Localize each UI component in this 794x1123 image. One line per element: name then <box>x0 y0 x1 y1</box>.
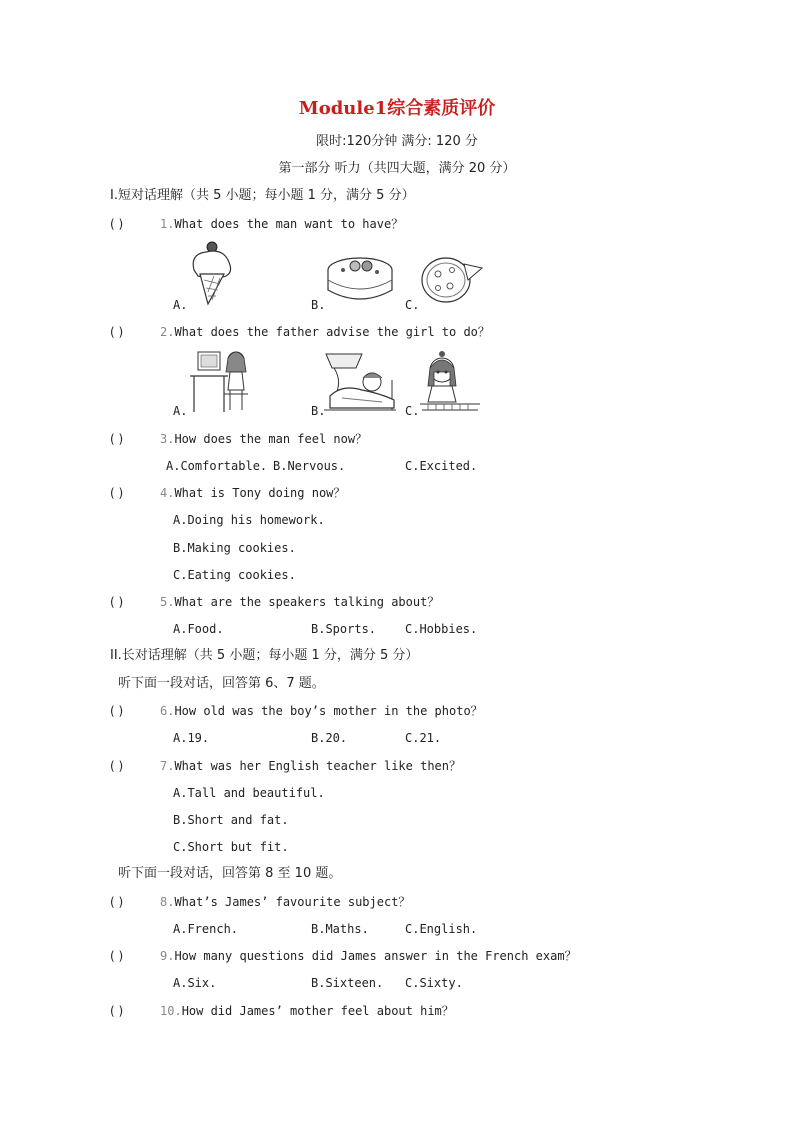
question-text: How does the man feel now？ <box>174 432 368 446</box>
question-6 <box>160 703 483 719</box>
cake-image <box>325 254 395 306</box>
question-text: How old was the boy’s mother in the photo？ <box>174 704 483 718</box>
option-c: C.Short but fit. <box>173 840 289 854</box>
question-9 <box>160 948 577 964</box>
option-a: A.Doing his homework. <box>173 513 325 527</box>
answer-blank[interactable]: ( ) <box>110 595 124 609</box>
pizza-image <box>420 254 484 304</box>
question-10 <box>160 1003 454 1019</box>
answer-blank[interactable]: ( ) <box>110 432 124 446</box>
option-b: B.Making cookies. <box>173 541 296 555</box>
option-a: A.Food. <box>173 622 224 636</box>
answer-blank[interactable]: ( ) <box>110 325 124 339</box>
option-a: A.19. <box>173 731 210 745</box>
answer-blank[interactable]: ( ) <box>110 217 124 231</box>
question-5 <box>160 594 439 610</box>
option-b: B.Sixteen. <box>311 976 384 990</box>
question-number: 4. <box>160 486 175 500</box>
option-b: B. <box>311 298 326 312</box>
question-text: What’s James’ favourite subject？ <box>174 895 411 909</box>
question-4 <box>160 485 345 501</box>
question-text: How did James’ mother feel about him？ <box>181 1004 454 1018</box>
answer-blank[interactable]: ( ) <box>110 895 124 909</box>
answer-blank[interactable]: ( ) <box>110 1004 124 1018</box>
question-text: What does the father advise the girl to do？ <box>174 325 490 339</box>
option-a: A. <box>173 298 188 312</box>
option-b: B.Nervous. <box>273 459 346 473</box>
section1-heading: I.短对话理解（共 5 小题；每小题 1 分，满分 5 分） <box>110 188 415 203</box>
question-number: 9. <box>160 949 175 963</box>
girl-playing-piano-image <box>420 350 480 414</box>
option-a: A. <box>173 404 188 418</box>
exam-meta: 限时:120分钟 满分: 120 分 <box>316 134 478 149</box>
question-text: What are the speakers talking about？ <box>174 595 440 609</box>
option-c: C.Eating cookies. <box>173 568 296 582</box>
question-number: 2. <box>160 325 175 339</box>
question-number: 3. <box>160 432 175 446</box>
question-text: What is Tony doing now？ <box>174 486 346 500</box>
question-text: What was her English teacher like then？ <box>174 759 461 773</box>
option-c: C.Excited. <box>405 459 478 473</box>
option-c: C. <box>405 404 420 418</box>
question-7 <box>160 758 461 774</box>
girl-sleeping-image <box>322 350 398 414</box>
answer-blank[interactable]: ( ) <box>110 949 124 963</box>
answer-blank[interactable]: ( ) <box>110 704 124 718</box>
section2-heading: II.长对话理解（共 5 小题；每小题 1 分，满分 5 分） <box>110 648 419 663</box>
question-number: 10. <box>160 1004 182 1018</box>
question-text: How many questions did James answer in the French exam？ <box>174 949 577 963</box>
question-number: 7. <box>160 759 175 773</box>
option-b: B.Sports. <box>311 622 377 636</box>
dialogue-intro-1: 听下面一段对话，回答第 6、7 题。 <box>118 676 325 691</box>
question-number: 6. <box>160 704 175 718</box>
option-b: B. <box>311 404 326 418</box>
page-title: Module1综合素质评价 <box>298 98 496 119</box>
option-b: B.Maths. <box>311 922 369 936</box>
option-c: C.Hobbies. <box>405 622 478 636</box>
dialogue-intro-2: 听下面一段对话，回答第 8 至 10 题。 <box>118 866 342 881</box>
question-number: 1. <box>160 217 175 231</box>
part-heading: 第一部分 听力（共四大题，满分 20 分） <box>278 161 516 176</box>
question-3 <box>160 431 367 447</box>
option-a: A.Comfortable. <box>166 459 268 473</box>
answer-blank[interactable]: ( ) <box>110 486 124 500</box>
question-text: What does the man want to have？ <box>174 217 404 231</box>
option-b: B.20. <box>311 731 348 745</box>
question-number: 5. <box>160 595 175 609</box>
question-number: 8. <box>160 895 175 909</box>
option-a: A.Tall and beautiful. <box>173 786 325 800</box>
option-c: C.21. <box>405 731 442 745</box>
girl-at-computer-image <box>190 346 250 414</box>
option-a: A.Six. <box>173 976 217 990</box>
question-2 <box>160 324 490 340</box>
option-b: B.Short and fat. <box>173 813 289 827</box>
option-c: C.Sixty. <box>405 976 463 990</box>
ice-cream-image <box>186 240 234 306</box>
question-8 <box>160 894 410 910</box>
answer-blank[interactable]: ( ) <box>110 759 124 773</box>
option-a: A.French. <box>173 922 239 936</box>
option-c: C.English. <box>405 922 478 936</box>
option-c: C. <box>405 298 420 312</box>
question-1 <box>160 216 403 232</box>
